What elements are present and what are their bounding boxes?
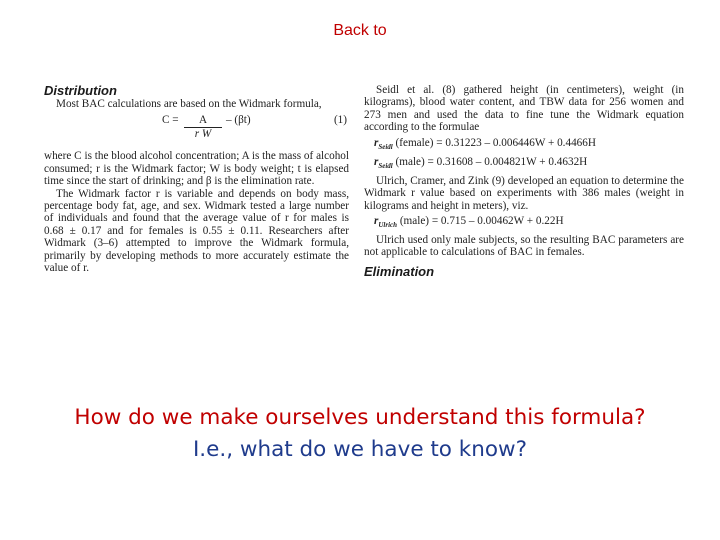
- ulrich-note: Ulrich used only male subjects, so the resulting BAC parameters are not applicable to calculations of BAC in females.: [364, 233, 684, 259]
- formula-denominator: r W: [194, 127, 212, 140]
- formula-subscript: Ulrich: [378, 221, 398, 230]
- seidl-paragraph: Seidl et al. (8) gathered height (in centimeters), weight (in kilograms), blood water content, and TBW data for 256 women and 273 men and used the data to fine tune the Widmark equation according to the formulae: [364, 84, 684, 134]
- formula-text: (male) = 0.715 – 0.00462W + 0.22H: [399, 215, 564, 228]
- formula-numerator: A: [184, 114, 222, 127]
- formula-var: r: [374, 136, 379, 149]
- equation-number: (1): [333, 114, 347, 127]
- widmark-formula: [44, 112, 349, 146]
- formula-tail: – (βt): [226, 114, 251, 127]
- seidl-male-formula: [374, 156, 684, 173]
- back-link[interactable]: Back to: [333, 22, 387, 39]
- section-heading-distribution: Distribution: [44, 84, 117, 98]
- ulrich-paragraph: Ulrich, Cramer, and Zink (9) developed an equation to determine the Widmark r value based on experiments with 386 males (weight in kilograms and height in meters), viz.: [364, 174, 684, 212]
- excerpt-right-column: [364, 84, 684, 279]
- excerpt-left-column: [44, 84, 349, 274]
- formula-var: r: [374, 215, 379, 228]
- question-text: [60, 402, 660, 466]
- question-blue-part: I.e., what do we have to know?: [192, 437, 528, 462]
- formula-fraction: [184, 114, 222, 140]
- widmark-factor-paragraph: The Widmark factor r is variable and depends on body mass, percentage body fat, age, and sex. Widmark tested a large number of individuals and found that the average value of r for males is 0.68 ± 0.17 and for females is 0.55 ± 0.11. Researchers after Widmark (3–6) attempted to improve the Widmark formula, primarily by developing methods to more accurately estimate the value of r.: [44, 187, 349, 275]
- formula-lhs: C =: [162, 114, 179, 127]
- formula-subscript: Seidl: [378, 162, 393, 171]
- formula-var: r: [374, 156, 379, 169]
- section-heading-elimination: Elimination: [364, 263, 435, 279]
- question-red-part: How do we make ourselves understand this formula?: [74, 405, 646, 430]
- article-excerpt-image: [44, 84, 684, 324]
- seidl-female-formula: [374, 137, 684, 154]
- variable-definitions: where C is the blood alcohol concentration; A is the mass of alcohol consumed; r is the Widmark factor; W is body weight; t is elapsed time since the start of drinking; and β is the elimination rate.: [44, 150, 349, 188]
- ulrich-formula: [374, 215, 684, 232]
- formula-text: (female) = 0.31223 – 0.006446W + 0.4466H: [395, 136, 596, 149]
- intro-text: Most BAC calculations are based on the Widmark formula,: [56, 98, 322, 110]
- formula-subscript: Seidl: [378, 142, 393, 151]
- formula-text: (male) = 0.31608 – 0.004821W + 0.4632H: [395, 156, 588, 169]
